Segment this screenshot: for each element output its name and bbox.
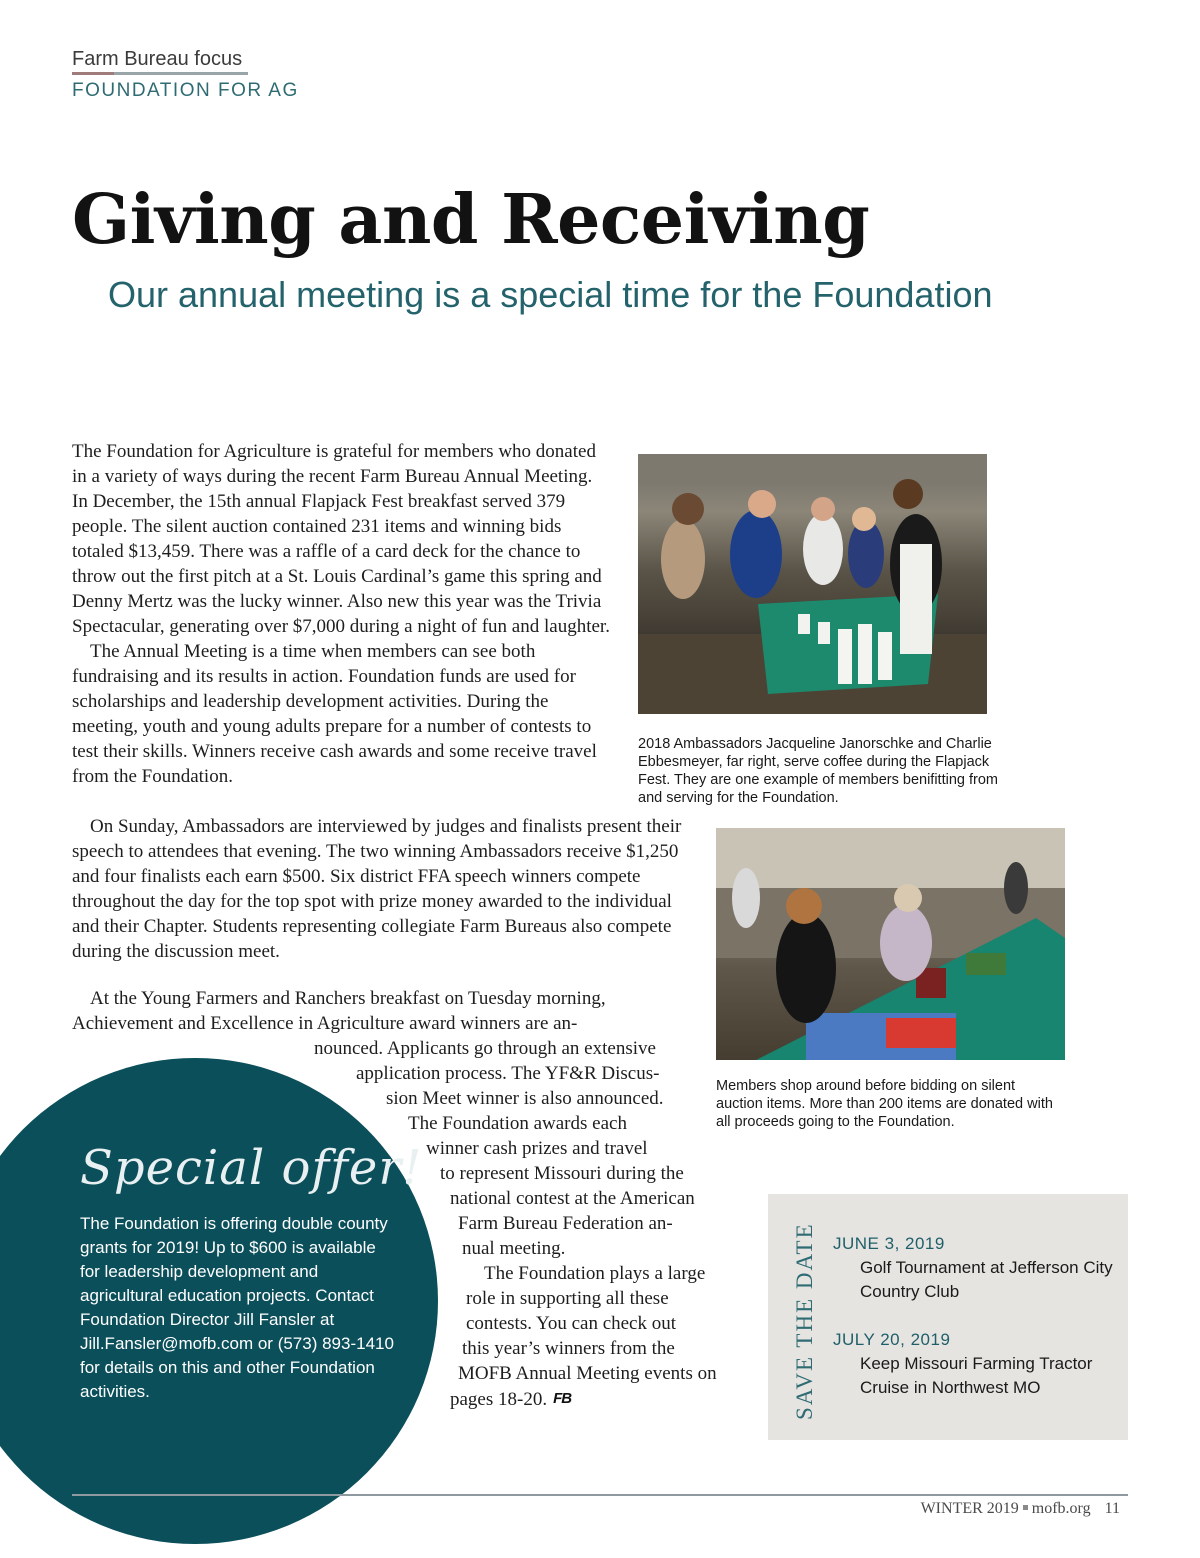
para4-line: The Foundation awards each [408, 1113, 627, 1134]
page-number: 11 [1104, 1500, 1120, 1517]
para4-line: application process. The YF&R Discus- [356, 1063, 660, 1084]
para5-line: role in supporting all these [466, 1288, 669, 1309]
para4-line: national contest at the American [450, 1188, 695, 1209]
para4-line: nual meeting. [462, 1238, 566, 1259]
para4-line: Achievement and Excellence in Agriculture award winners are an- [72, 1013, 578, 1034]
para5-line: MOFB Annual Meeting events on [458, 1363, 717, 1384]
article-title: Giving and Receiving [72, 180, 870, 260]
para5-line: The Foundation plays a large [484, 1263, 706, 1284]
farm-bureau-end-mark: FB [553, 1390, 572, 1407]
subsection-label: FOUNDATION FOR AG [72, 80, 299, 101]
section-label: Farm Bureau focus [72, 48, 243, 70]
page-footer [921, 1500, 1120, 1518]
footer-site[interactable]: mofb.org [1031, 1500, 1091, 1517]
section-rule-accent [72, 72, 114, 75]
footer-issue: WINTER 2019 [920, 1500, 1019, 1517]
save-the-date-label: SAVE THE DATE [792, 1222, 817, 1420]
para4-line: sion Meet winner is also announced. [386, 1088, 664, 1109]
photo-caption: Members shop around before bidding on silent auction items. More than 200 items are donated with all proceeds going to the Foundation. [716, 1078, 1053, 1130]
para4-line: At the Young Farmers and Ranchers breakfast on Tuesday morning, [90, 988, 606, 1009]
photo-silent-auction [716, 828, 1065, 1060]
article-body-middle [72, 814, 682, 964]
event-description: Keep Missouri Farming Tractor Cruise in Northwest MO [860, 1354, 1093, 1397]
footer-rule [72, 1494, 1128, 1496]
event-description: Golf Tournament at Jefferson City Country Club [860, 1258, 1113, 1301]
paragraph-1: The Foundation for Agriculture is grateful for members who donated in a variety of ways during the recent Farm Bureau Annual Meeting. In December, the 15th annual Flapjack Fest breakfast served 379 people. The silent auction contained 231 items and winning bids totaled $13,459. There was a raffle of a card deck for the chance to throw out the first pitch at a St. Louis Cardinal’s game this spring and Denny Mertz was the lucky winner. Also new this year was the Trivia Spectacular, generating over $7,000 during a night of fun and laughter. [72, 441, 610, 637]
para4-line: Farm Bureau Federation an- [458, 1213, 673, 1234]
article-deck: Our annual meeting is a special time for the Foundation [108, 274, 993, 315]
photo-illustration [638, 454, 987, 714]
para5-line [450, 1386, 571, 1412]
photo-caption: 2018 Ambassadors Jacqueline Janorschke and Charlie Ebbesmeyer, far right, serve coffee during the Flapjack Fest. They are one example of members benifitting from and serving for the Foundation. [638, 736, 998, 806]
special-offer-text: The Foundation is offering double county grants for 2019! Up to $600 is available for leadership development and agricultural education projects. Contact Foundation Director Jill Fansler at Jill.Fansler@mofb.com or (573) 893-1410 for details on this and other Foundation activities. [80, 1214, 394, 1401]
paragraph-2: The Annual Meeting is a time when members can see both fundraising and its results in action. Foundation funds are used for scholarships and leadership development activities. During the meeting, youth and young adults prepare for a number of contests to test their skills. Winners receive cash awards and some receive travel from the Foundation. [72, 641, 597, 787]
para4-line: winner cash prizes and travel [426, 1138, 648, 1159]
special-offer-title: Special offer! [80, 1140, 423, 1196]
para5-line: this year’s winners from the [462, 1338, 675, 1359]
para5-line-text: pages 18-20. [450, 1389, 548, 1410]
event-date: JULY 20, 2019 [833, 1330, 951, 1349]
paragraph-3: On Sunday, Ambassadors are interviewed by judges and finalists present their speech to attendees that evening. The two winning Ambassadors receive $1,250 and four finalists each earn $500. Six district FFA speech winners compete throughout the day for the top spot with prize money awarded to the individual and their Chapter. Students representing collegiate Farm Bureaus also compete during the discussion meet. [72, 816, 682, 962]
para5-line: contests. You can check out [466, 1313, 677, 1334]
photo-illustration [716, 828, 1065, 1060]
article-body-top [72, 439, 612, 789]
para4-line: to represent Missouri during the [440, 1163, 684, 1184]
separator-square-icon [1023, 1505, 1028, 1510]
event-date: JUNE 3, 2019 [833, 1234, 945, 1253]
photo-flapjack-fest [638, 454, 987, 714]
para4-line: nounced. Applicants go through an extensive [314, 1038, 656, 1059]
save-the-date-box [768, 1194, 1128, 1440]
